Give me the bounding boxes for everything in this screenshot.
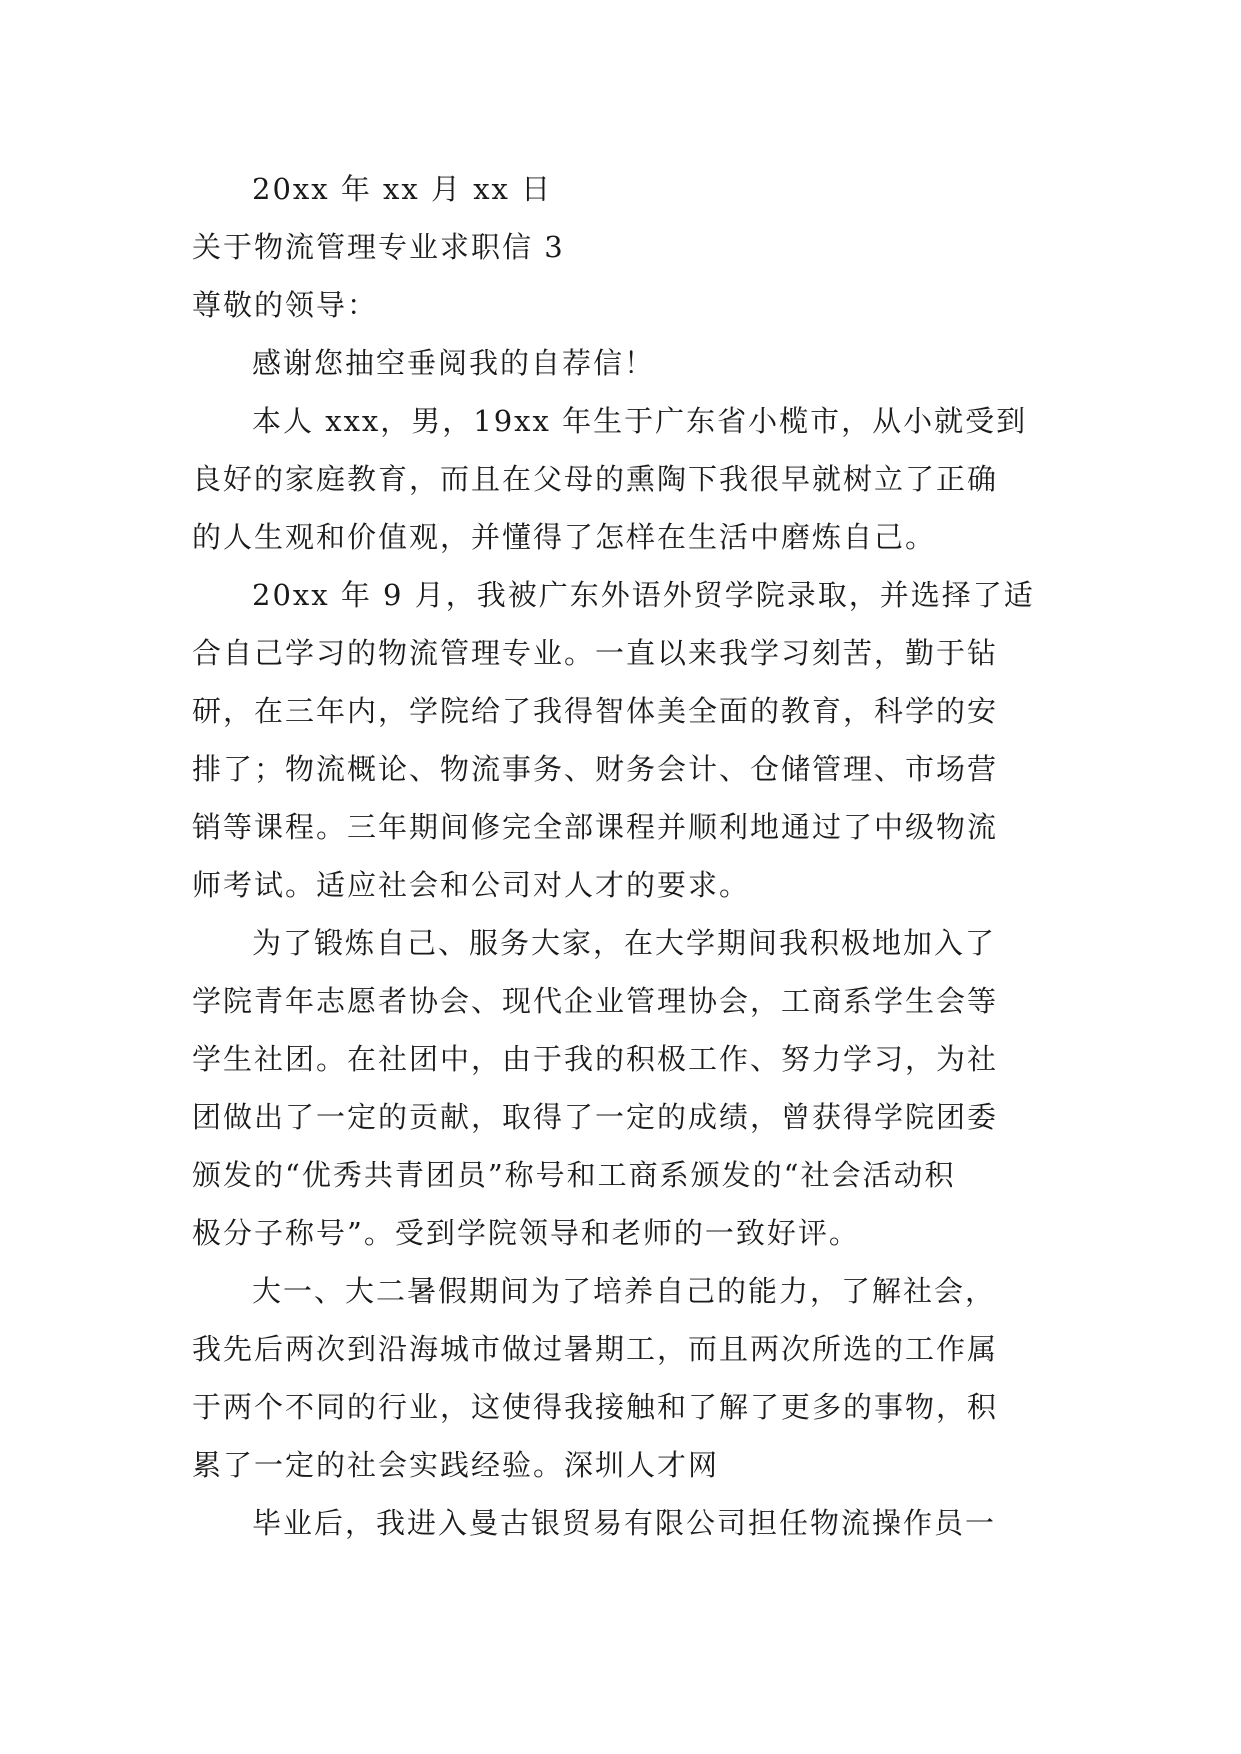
paragraph-line: 销等课程。三年期间修完全部课程并顺利地通过了中级物流	[192, 810, 999, 844]
paragraph-line: 我先后两次到沿海城市做过暑期工，而且两次所选的工作属	[192, 1332, 999, 1366]
paragraph-line: 研，在三年内，学院给了我得智体美全面的教育，科学的安	[192, 694, 999, 728]
paragraph-line: 排了；物流概论、物流事务、财务会计、仓储管理、市场营	[192, 752, 999, 786]
paragraph-line: 感谢您抽空垂阅我的自荐信！	[252, 346, 656, 380]
paragraph-line: 学生社团。在社团中，由于我的积极工作、努力学习，为社	[192, 1042, 999, 1076]
paragraph-line: 为了锻炼自己、服务大家，在大学期间我积极地加入了	[252, 926, 997, 960]
letter-date: 20xx 年 xx 月 xx 日	[252, 172, 553, 206]
paragraph-line: 的人生观和价值观，并懂得了怎样在生活中磨炼自己。	[192, 520, 937, 554]
paragraph-line: 良好的家庭教育，而且在父母的熏陶下我很早就树立了正确	[192, 462, 999, 496]
letter-salutation: 尊敬的领导：	[192, 288, 379, 322]
paragraph-line: 颁发的“优秀共青团员”称号和工商系颁发的“社会活动积	[192, 1158, 956, 1192]
paragraph-line: 本人 xxx，男，19xx 年生于广东省小榄市，从小就受到	[252, 404, 1028, 438]
paragraph-line: 学院青年志愿者协会、现代企业管理协会，工商系学生会等	[192, 984, 999, 1018]
document-body	[192, 160, 1054, 1552]
paragraph-line: 师考试。适应社会和公司对人才的要求。	[192, 868, 751, 902]
paragraph-line: 团做出了一定的贡献，取得了一定的成绩，曾获得学院团委	[192, 1100, 999, 1134]
paragraph-line: 合自己学习的物流管理专业。一直以来我学习刻苦，勤于钻	[192, 636, 999, 670]
letter-title: 关于物流管理专业求职信 3	[192, 230, 565, 264]
paragraph-line: 20xx 年 9 月，我被广东外语外贸学院录取，并选择了适	[252, 578, 1035, 612]
paragraph-line: 于两个不同的行业，这使得我接触和了解了更多的事物，积	[192, 1390, 999, 1424]
paragraph-line: 累了一定的社会实践经验。深圳人才网	[192, 1448, 720, 1482]
paragraph-line: 大一、大二暑假期间为了培养自己的能力，了解社会，	[252, 1274, 997, 1308]
paragraph-line: 极分子称号”。受到学院领导和老师的一致好评。	[192, 1216, 860, 1250]
paragraph-line: 毕业后，我进入曼古银贸易有限公司担任物流操作员一	[252, 1506, 997, 1540]
